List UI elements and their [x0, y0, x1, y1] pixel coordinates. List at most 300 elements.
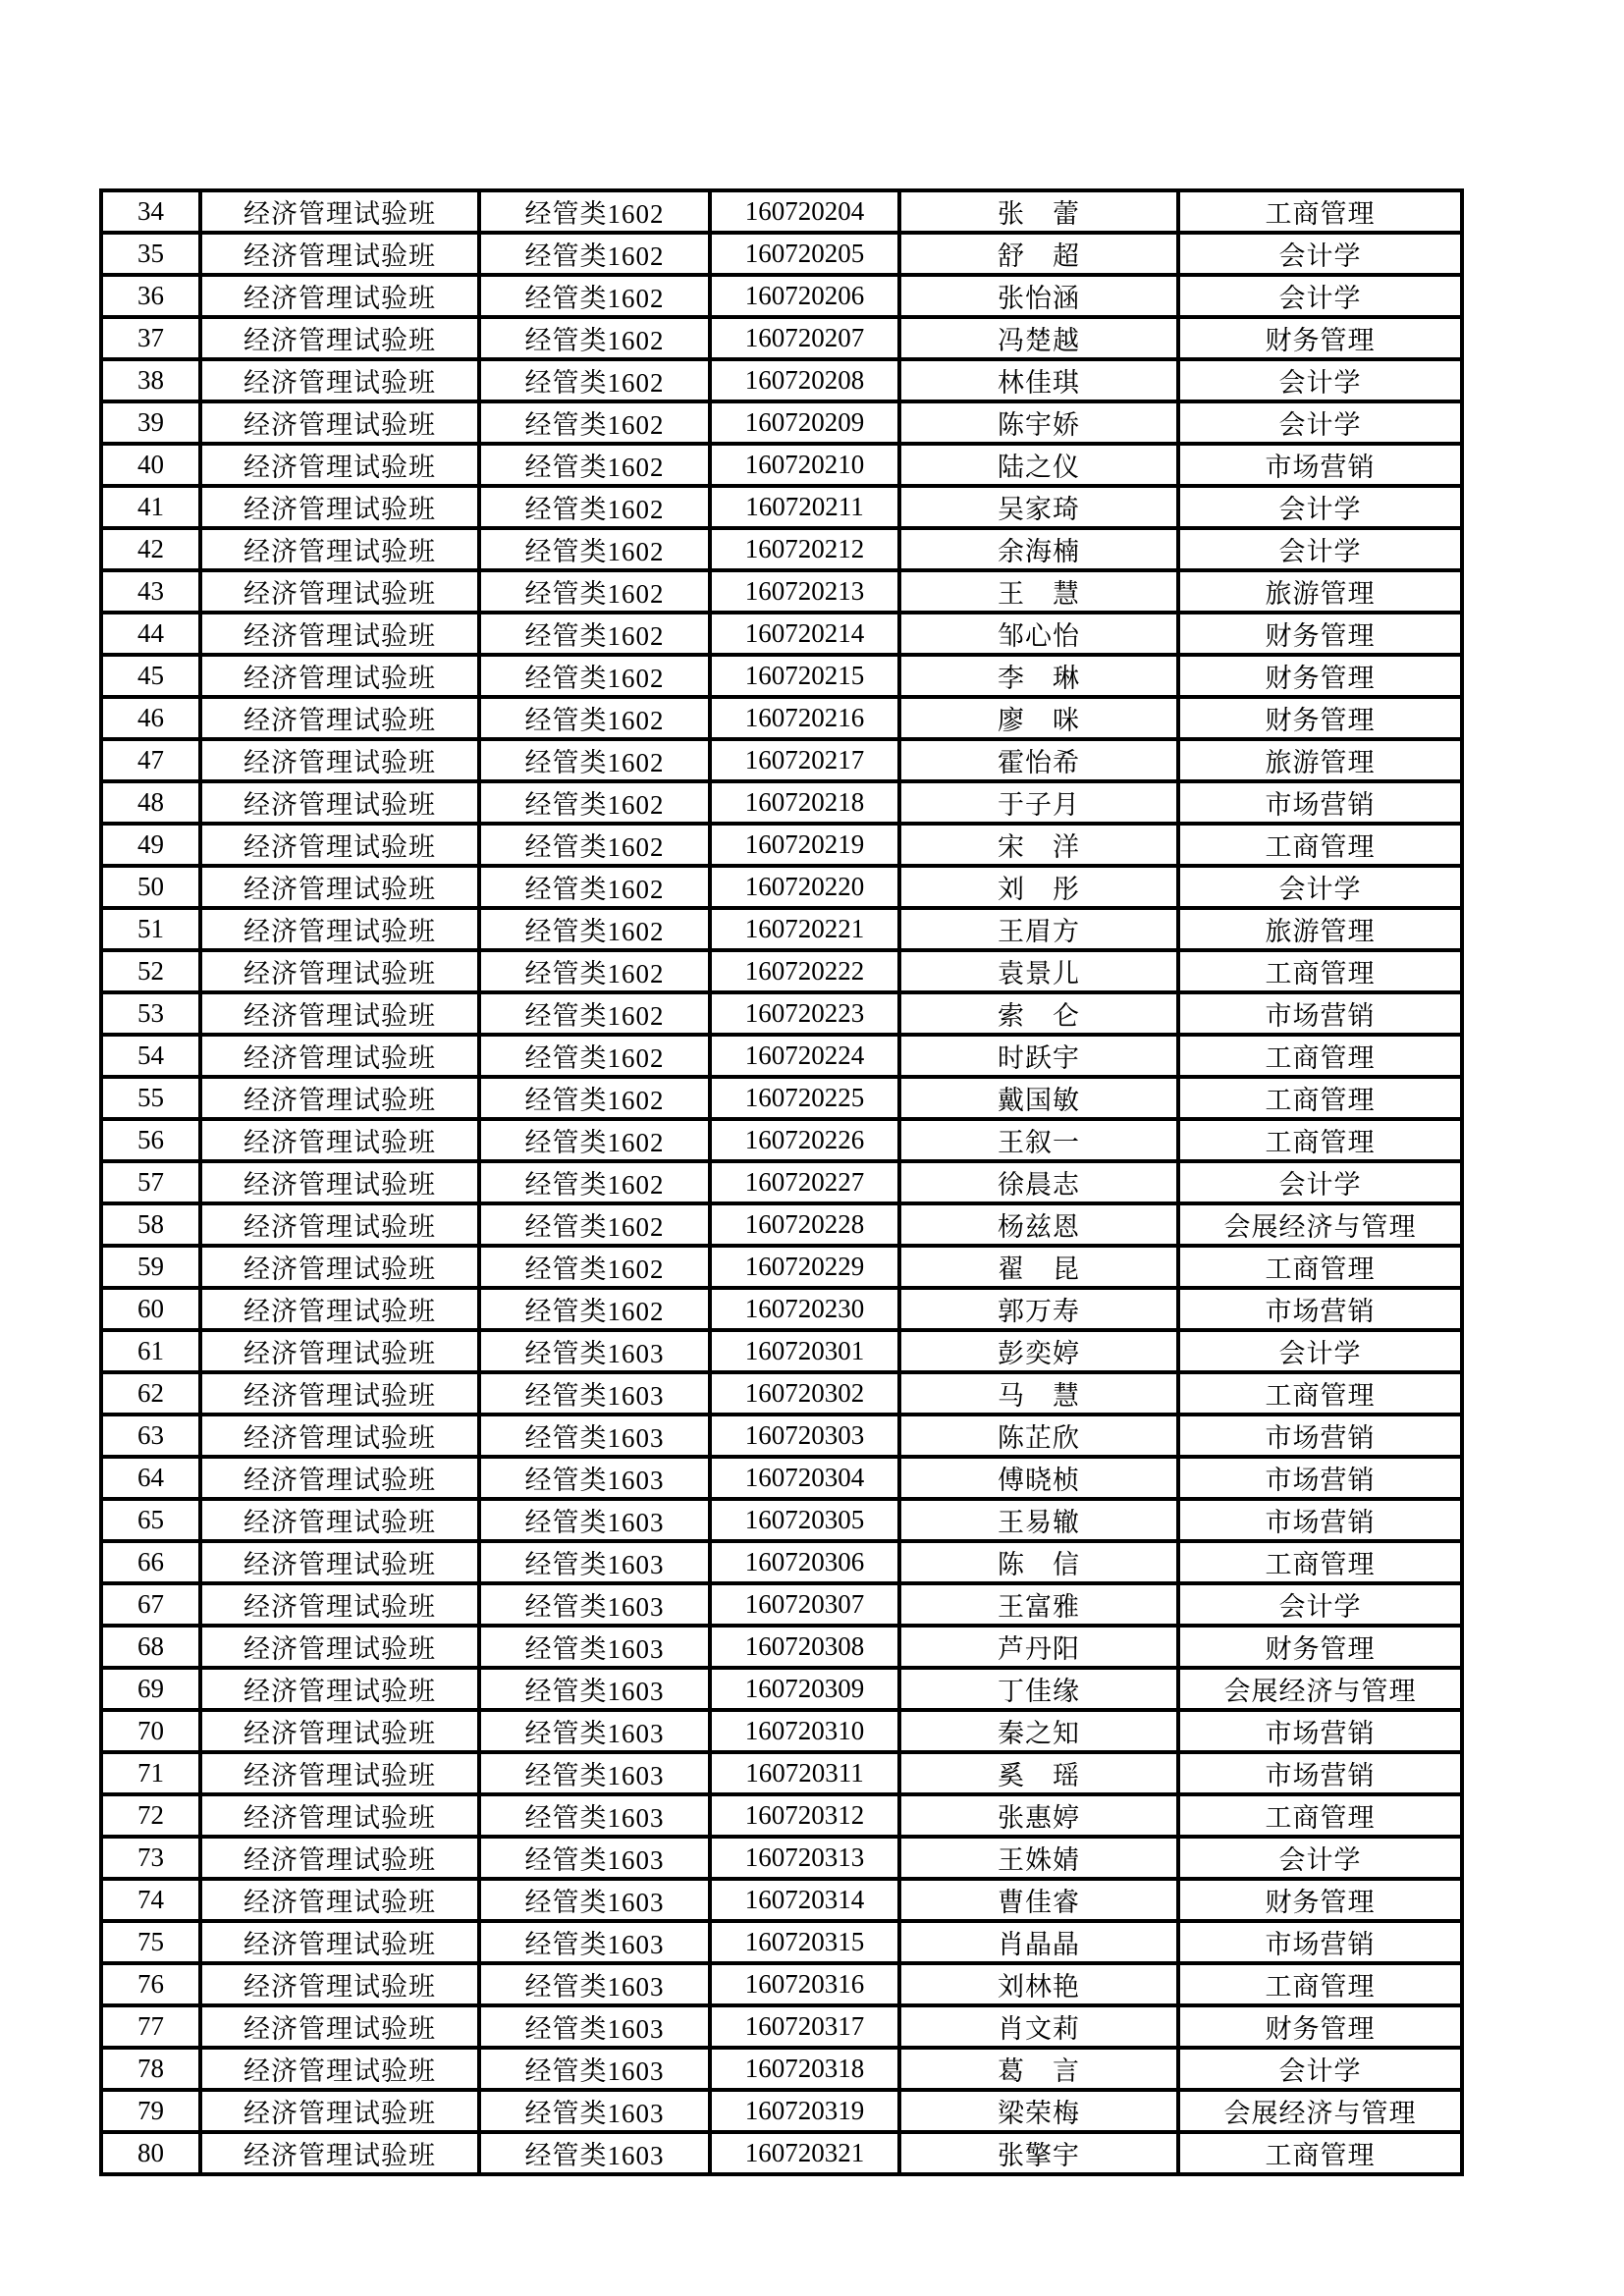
class-name-cell: 经济管理试验班 — [200, 2048, 479, 2090]
student-id-cell: 160720226 — [710, 1119, 899, 1161]
table-row — [101, 1541, 1462, 1583]
table-row — [101, 655, 1462, 697]
student-name-cell: 葛 言 — [899, 2048, 1178, 2090]
major-cell: 工商管理 — [1178, 1372, 1462, 1415]
student-name-cell: 王富雅 — [899, 1583, 1178, 1626]
student-id-cell: 160720220 — [710, 866, 899, 908]
student-name-cell: 李 琳 — [899, 655, 1178, 697]
class-group-cell: 经管类1603 — [479, 1541, 710, 1583]
table-row — [101, 1583, 1462, 1626]
major-cell: 会计学 — [1178, 486, 1462, 528]
class-group-cell: 经管类1603 — [479, 2048, 710, 2090]
class-name-cell: 经济管理试验班 — [200, 1372, 479, 1415]
student-id-cell: 160720210 — [710, 444, 899, 486]
student-id-cell: 160720312 — [710, 1794, 899, 1837]
student-name-cell: 丁佳缘 — [899, 1668, 1178, 1710]
row-number-cell: 77 — [101, 2005, 200, 2048]
student-name-cell: 吴家琦 — [899, 486, 1178, 528]
student-name-cell: 王姝婧 — [899, 1837, 1178, 1879]
major-cell: 工商管理 — [1178, 824, 1462, 866]
students-table — [99, 188, 1464, 2176]
row-number-cell: 69 — [101, 1668, 200, 1710]
table-row — [101, 275, 1462, 317]
student-id-cell: 160720228 — [710, 1203, 899, 1246]
table-row — [101, 233, 1462, 275]
class-group-cell: 经管类1603 — [479, 2132, 710, 2174]
student-id-cell: 160720217 — [710, 739, 899, 781]
major-cell: 工商管理 — [1178, 1541, 1462, 1583]
row-number-cell: 72 — [101, 1794, 200, 1837]
student-name-cell: 袁景儿 — [899, 950, 1178, 992]
student-id-cell: 160720227 — [710, 1161, 899, 1203]
student-name-cell: 廖 咪 — [899, 697, 1178, 739]
major-cell: 工商管理 — [1178, 1794, 1462, 1837]
row-number-cell: 38 — [101, 359, 200, 401]
class-group-cell: 经管类1603 — [479, 1499, 710, 1541]
student-name-cell: 刘林艳 — [899, 1963, 1178, 2005]
major-cell: 会计学 — [1178, 1583, 1462, 1626]
class-group-cell: 经管类1603 — [479, 1415, 710, 1457]
student-name-cell: 宋 洋 — [899, 824, 1178, 866]
major-cell: 旅游管理 — [1178, 739, 1462, 781]
student-id-cell: 160720224 — [710, 1035, 899, 1077]
row-number-cell: 35 — [101, 233, 200, 275]
student-name-cell: 舒 超 — [899, 233, 1178, 275]
class-name-cell: 经济管理试验班 — [200, 1626, 479, 1668]
row-number-cell: 37 — [101, 317, 200, 359]
student-name-cell: 张 蕾 — [899, 190, 1178, 233]
student-name-cell: 郭万寿 — [899, 1288, 1178, 1330]
student-id-cell: 160720222 — [710, 950, 899, 992]
major-cell: 会展经济与管理 — [1178, 2090, 1462, 2132]
class-group-cell: 经管类1602 — [479, 781, 710, 824]
table-row — [101, 824, 1462, 866]
major-cell: 会计学 — [1178, 866, 1462, 908]
class-group-cell: 经管类1603 — [479, 2005, 710, 2048]
student-name-cell: 马 慧 — [899, 1372, 1178, 1415]
row-number-cell: 51 — [101, 908, 200, 950]
class-group-cell: 经管类1602 — [479, 613, 710, 655]
class-group-cell: 经管类1602 — [479, 1246, 710, 1288]
class-group-cell: 经管类1602 — [479, 992, 710, 1035]
class-group-cell: 经管类1603 — [479, 1583, 710, 1626]
class-name-cell: 经济管理试验班 — [200, 781, 479, 824]
class-name-cell: 经济管理试验班 — [200, 1161, 479, 1203]
class-name-cell: 经济管理试验班 — [200, 1541, 479, 1583]
major-cell: 财务管理 — [1178, 655, 1462, 697]
class-name-cell: 经济管理试验班 — [200, 359, 479, 401]
table-row — [101, 1119, 1462, 1161]
class-group-cell: 经管类1602 — [479, 359, 710, 401]
class-name-cell: 经济管理试验班 — [200, 233, 479, 275]
class-name-cell: 经济管理试验班 — [200, 824, 479, 866]
student-name-cell: 肖文莉 — [899, 2005, 1178, 2048]
row-number-cell: 74 — [101, 1879, 200, 1921]
major-cell: 会计学 — [1178, 359, 1462, 401]
student-id-cell: 160720317 — [710, 2005, 899, 2048]
class-name-cell: 经济管理试验班 — [200, 2005, 479, 2048]
class-group-cell: 经管类1603 — [479, 1668, 710, 1710]
student-name-cell: 张怡涵 — [899, 275, 1178, 317]
major-cell: 市场营销 — [1178, 444, 1462, 486]
row-number-cell: 56 — [101, 1119, 200, 1161]
major-cell: 市场营销 — [1178, 1415, 1462, 1457]
class-name-cell: 经济管理试验班 — [200, 528, 479, 570]
class-name-cell: 经济管理试验班 — [200, 655, 479, 697]
class-group-cell: 经管类1602 — [479, 1119, 710, 1161]
table-row — [101, 1626, 1462, 1668]
major-cell: 会计学 — [1178, 233, 1462, 275]
student-id-cell: 160720308 — [710, 1626, 899, 1668]
row-number-cell: 45 — [101, 655, 200, 697]
class-group-cell: 经管类1602 — [479, 739, 710, 781]
table-row — [101, 359, 1462, 401]
student-name-cell: 张惠婷 — [899, 1794, 1178, 1837]
student-name-cell: 林佳琪 — [899, 359, 1178, 401]
major-cell: 会计学 — [1178, 1837, 1462, 1879]
student-id-cell: 160720301 — [710, 1330, 899, 1372]
class-name-cell: 经济管理试验班 — [200, 444, 479, 486]
class-group-cell: 经管类1602 — [479, 1161, 710, 1203]
student-name-cell: 杨兹恩 — [899, 1203, 1178, 1246]
table-row — [101, 528, 1462, 570]
class-name-cell: 经济管理试验班 — [200, 1203, 479, 1246]
major-cell: 会计学 — [1178, 1330, 1462, 1372]
row-number-cell: 52 — [101, 950, 200, 992]
table-row — [101, 2132, 1462, 2174]
major-cell: 工商管理 — [1178, 190, 1462, 233]
class-name-cell: 经济管理试验班 — [200, 1077, 479, 1119]
student-name-cell: 陈 信 — [899, 1541, 1178, 1583]
class-group-cell: 经管类1603 — [479, 1457, 710, 1499]
class-name-cell: 经济管理试验班 — [200, 275, 479, 317]
major-cell: 工商管理 — [1178, 1077, 1462, 1119]
class-group-cell: 经管类1603 — [479, 1879, 710, 1921]
major-cell: 旅游管理 — [1178, 908, 1462, 950]
table-row — [101, 444, 1462, 486]
student-name-cell: 冯楚越 — [899, 317, 1178, 359]
table-row — [101, 1457, 1462, 1499]
table-row — [101, 697, 1462, 739]
class-name-cell: 经济管理试验班 — [200, 1457, 479, 1499]
major-cell: 财务管理 — [1178, 613, 1462, 655]
row-number-cell: 66 — [101, 1541, 200, 1583]
major-cell: 工商管理 — [1178, 1035, 1462, 1077]
class-group-cell: 经管类1602 — [479, 1077, 710, 1119]
student-id-cell: 160720218 — [710, 781, 899, 824]
student-name-cell: 邹心怡 — [899, 613, 1178, 655]
class-name-cell: 经济管理试验班 — [200, 1794, 479, 1837]
student-name-cell: 霍怡希 — [899, 739, 1178, 781]
row-number-cell: 63 — [101, 1415, 200, 1457]
student-id-cell: 160720305 — [710, 1499, 899, 1541]
student-name-cell: 戴国敏 — [899, 1077, 1178, 1119]
class-group-cell: 经管类1602 — [479, 655, 710, 697]
class-group-cell: 经管类1603 — [479, 1794, 710, 1837]
student-id-cell: 160720213 — [710, 570, 899, 613]
student-name-cell: 索 仑 — [899, 992, 1178, 1035]
class-group-cell: 经管类1603 — [479, 1837, 710, 1879]
student-id-cell: 160720310 — [710, 1710, 899, 1752]
major-cell: 工商管理 — [1178, 1119, 1462, 1161]
row-number-cell: 62 — [101, 1372, 200, 1415]
student-id-cell: 160720229 — [710, 1246, 899, 1288]
major-cell: 工商管理 — [1178, 950, 1462, 992]
class-group-cell: 经管类1602 — [479, 866, 710, 908]
class-group-cell: 经管类1603 — [479, 1752, 710, 1794]
table-row — [101, 1879, 1462, 1921]
row-number-cell: 59 — [101, 1246, 200, 1288]
major-cell: 市场营销 — [1178, 1710, 1462, 1752]
table-row — [101, 1963, 1462, 2005]
class-group-cell: 经管类1602 — [479, 528, 710, 570]
student-id-cell: 160720219 — [710, 824, 899, 866]
table-row — [101, 1710, 1462, 1752]
student-id-cell: 160720309 — [710, 1668, 899, 1710]
student-id-cell: 160720316 — [710, 1963, 899, 2005]
table-row — [101, 486, 1462, 528]
class-group-cell: 经管类1602 — [479, 950, 710, 992]
class-name-cell: 经济管理试验班 — [200, 1330, 479, 1372]
student-name-cell: 陆之仪 — [899, 444, 1178, 486]
class-name-cell: 经济管理试验班 — [200, 570, 479, 613]
table-row — [101, 1161, 1462, 1203]
student-id-cell: 160720321 — [710, 2132, 899, 2174]
major-cell: 会展经济与管理 — [1178, 1203, 1462, 1246]
major-cell: 旅游管理 — [1178, 570, 1462, 613]
class-name-cell: 经济管理试验班 — [200, 1710, 479, 1752]
student-name-cell: 梁荣梅 — [899, 2090, 1178, 2132]
student-id-cell: 160720204 — [710, 190, 899, 233]
student-id-cell: 160720206 — [710, 275, 899, 317]
row-number-cell: 70 — [101, 1710, 200, 1752]
row-number-cell: 44 — [101, 613, 200, 655]
row-number-cell: 78 — [101, 2048, 200, 2090]
major-cell: 工商管理 — [1178, 1246, 1462, 1288]
class-name-cell: 经济管理试验班 — [200, 2132, 479, 2174]
major-cell: 工商管理 — [1178, 2132, 1462, 2174]
student-id-cell: 160720205 — [710, 233, 899, 275]
row-number-cell: 80 — [101, 2132, 200, 2174]
major-cell: 会计学 — [1178, 528, 1462, 570]
table-row — [101, 908, 1462, 950]
student-name-cell: 陈芷欣 — [899, 1415, 1178, 1457]
major-cell: 市场营销 — [1178, 781, 1462, 824]
class-name-cell: 经济管理试验班 — [200, 1499, 479, 1541]
class-name-cell: 经济管理试验班 — [200, 190, 479, 233]
class-name-cell: 经济管理试验班 — [200, 739, 479, 781]
class-name-cell: 经济管理试验班 — [200, 1246, 479, 1288]
row-number-cell: 54 — [101, 1035, 200, 1077]
table-row — [101, 1415, 1462, 1457]
student-id-cell: 160720315 — [710, 1921, 899, 1963]
class-group-cell: 经管类1602 — [479, 1288, 710, 1330]
row-number-cell: 53 — [101, 992, 200, 1035]
class-name-cell: 经济管理试验班 — [200, 1583, 479, 1626]
major-cell: 会计学 — [1178, 2048, 1462, 2090]
row-number-cell: 58 — [101, 1203, 200, 1246]
class-name-cell: 经济管理试验班 — [200, 1837, 479, 1879]
student-name-cell: 芦丹阳 — [899, 1626, 1178, 1668]
table-row — [101, 950, 1462, 992]
student-name-cell: 彭奕婷 — [899, 1330, 1178, 1372]
class-group-cell: 经管类1602 — [479, 570, 710, 613]
student-id-cell: 160720303 — [710, 1415, 899, 1457]
major-cell: 财务管理 — [1178, 1626, 1462, 1668]
class-group-cell: 经管类1603 — [479, 1963, 710, 2005]
table-row — [101, 1794, 1462, 1837]
student-id-cell: 160720314 — [710, 1879, 899, 1921]
student-id-cell: 160720306 — [710, 1541, 899, 1583]
table-row — [101, 1372, 1462, 1415]
class-name-cell: 经济管理试验班 — [200, 1035, 479, 1077]
student-name-cell: 王易辙 — [899, 1499, 1178, 1541]
table-row — [101, 2090, 1462, 2132]
class-group-cell: 经管类1602 — [479, 444, 710, 486]
student-id-cell: 160720313 — [710, 1837, 899, 1879]
table-row — [101, 1203, 1462, 1246]
student-id-cell: 160720209 — [710, 401, 899, 444]
class-name-cell: 经济管理试验班 — [200, 1415, 479, 1457]
class-name-cell: 经济管理试验班 — [200, 950, 479, 992]
row-number-cell: 36 — [101, 275, 200, 317]
student-id-cell: 160720211 — [710, 486, 899, 528]
class-group-cell: 经管类1602 — [479, 275, 710, 317]
row-number-cell: 46 — [101, 697, 200, 739]
major-cell: 财务管理 — [1178, 1879, 1462, 1921]
class-name-cell: 经济管理试验班 — [200, 1921, 479, 1963]
class-name-cell: 经济管理试验班 — [200, 2090, 479, 2132]
class-group-cell: 经管类1602 — [479, 1203, 710, 1246]
student-id-cell: 160720214 — [710, 613, 899, 655]
student-id-cell: 160720307 — [710, 1583, 899, 1626]
student-name-cell: 翟 昆 — [899, 1246, 1178, 1288]
table-row — [101, 1330, 1462, 1372]
class-group-cell: 经管类1602 — [479, 908, 710, 950]
row-number-cell: 60 — [101, 1288, 200, 1330]
major-cell: 市场营销 — [1178, 992, 1462, 1035]
row-number-cell: 76 — [101, 1963, 200, 2005]
row-number-cell: 65 — [101, 1499, 200, 1541]
class-group-cell: 经管类1603 — [479, 2090, 710, 2132]
row-number-cell: 73 — [101, 1837, 200, 1879]
row-number-cell: 50 — [101, 866, 200, 908]
student-id-cell: 160720225 — [710, 1077, 899, 1119]
table-row — [101, 317, 1462, 359]
table-row — [101, 1837, 1462, 1879]
table-row — [101, 2048, 1462, 2090]
student-name-cell: 曹佳睿 — [899, 1879, 1178, 1921]
major-cell: 会展经济与管理 — [1178, 1668, 1462, 1710]
row-number-cell: 47 — [101, 739, 200, 781]
class-name-cell: 经济管理试验班 — [200, 866, 479, 908]
major-cell: 工商管理 — [1178, 1963, 1462, 2005]
student-name-cell: 张擎宇 — [899, 2132, 1178, 2174]
row-number-cell: 64 — [101, 1457, 200, 1499]
class-group-cell: 经管类1603 — [479, 1710, 710, 1752]
student-name-cell: 秦之知 — [899, 1710, 1178, 1752]
class-name-cell: 经济管理试验班 — [200, 317, 479, 359]
row-number-cell: 68 — [101, 1626, 200, 1668]
class-name-cell: 经济管理试验班 — [200, 1752, 479, 1794]
major-cell: 市场营销 — [1178, 1457, 1462, 1499]
row-number-cell: 61 — [101, 1330, 200, 1372]
class-name-cell: 经济管理试验班 — [200, 1879, 479, 1921]
major-cell: 财务管理 — [1178, 697, 1462, 739]
table-row — [101, 739, 1462, 781]
students-table-body — [101, 190, 1462, 2174]
class-group-cell: 经管类1602 — [479, 401, 710, 444]
student-id-cell: 160720207 — [710, 317, 899, 359]
class-name-cell: 经济管理试验班 — [200, 992, 479, 1035]
table-row — [101, 570, 1462, 613]
student-name-cell: 王 慧 — [899, 570, 1178, 613]
row-number-cell: 55 — [101, 1077, 200, 1119]
student-name-cell: 肖晶晶 — [899, 1921, 1178, 1963]
row-number-cell: 49 — [101, 824, 200, 866]
class-name-cell: 经济管理试验班 — [200, 697, 479, 739]
student-name-cell: 于子月 — [899, 781, 1178, 824]
class-name-cell: 经济管理试验班 — [200, 1288, 479, 1330]
student-id-cell: 160720212 — [710, 528, 899, 570]
row-number-cell: 39 — [101, 401, 200, 444]
table-row — [101, 1035, 1462, 1077]
table-row — [101, 781, 1462, 824]
major-cell: 财务管理 — [1178, 2005, 1462, 2048]
class-name-cell: 经济管理试验班 — [200, 613, 479, 655]
student-id-cell: 160720215 — [710, 655, 899, 697]
student-id-cell: 160720223 — [710, 992, 899, 1035]
table-row — [101, 1288, 1462, 1330]
row-number-cell: 71 — [101, 1752, 200, 1794]
row-number-cell: 75 — [101, 1921, 200, 1963]
row-number-cell: 79 — [101, 2090, 200, 2132]
class-group-cell: 经管类1602 — [479, 190, 710, 233]
student-id-cell: 160720216 — [710, 697, 899, 739]
class-group-cell: 经管类1603 — [479, 1372, 710, 1415]
student-name-cell: 王叙一 — [899, 1119, 1178, 1161]
class-name-cell: 经济管理试验班 — [200, 1668, 479, 1710]
class-name-cell: 经济管理试验班 — [200, 908, 479, 950]
row-number-cell: 48 — [101, 781, 200, 824]
table-row — [101, 866, 1462, 908]
student-name-cell: 陈宇娇 — [899, 401, 1178, 444]
student-id-cell: 160720311 — [710, 1752, 899, 1794]
student-id-cell: 160720304 — [710, 1457, 899, 1499]
class-group-cell: 经管类1603 — [479, 1921, 710, 1963]
student-id-cell: 160720319 — [710, 2090, 899, 2132]
student-name-cell: 王眉方 — [899, 908, 1178, 950]
class-group-cell: 经管类1603 — [479, 1330, 710, 1372]
table-row — [101, 401, 1462, 444]
student-name-cell: 徐晨志 — [899, 1161, 1178, 1203]
table-row — [101, 1246, 1462, 1288]
table-row — [101, 1752, 1462, 1794]
class-group-cell: 经管类1602 — [479, 233, 710, 275]
class-group-cell: 经管类1602 — [479, 697, 710, 739]
row-number-cell: 40 — [101, 444, 200, 486]
major-cell: 市场营销 — [1178, 1288, 1462, 1330]
row-number-cell: 43 — [101, 570, 200, 613]
major-cell: 财务管理 — [1178, 317, 1462, 359]
major-cell: 市场营销 — [1178, 1752, 1462, 1794]
student-id-cell: 160720221 — [710, 908, 899, 950]
table-row — [101, 1668, 1462, 1710]
table-row — [101, 190, 1462, 233]
table-row — [101, 1499, 1462, 1541]
class-name-cell: 经济管理试验班 — [200, 401, 479, 444]
major-cell: 会计学 — [1178, 275, 1462, 317]
